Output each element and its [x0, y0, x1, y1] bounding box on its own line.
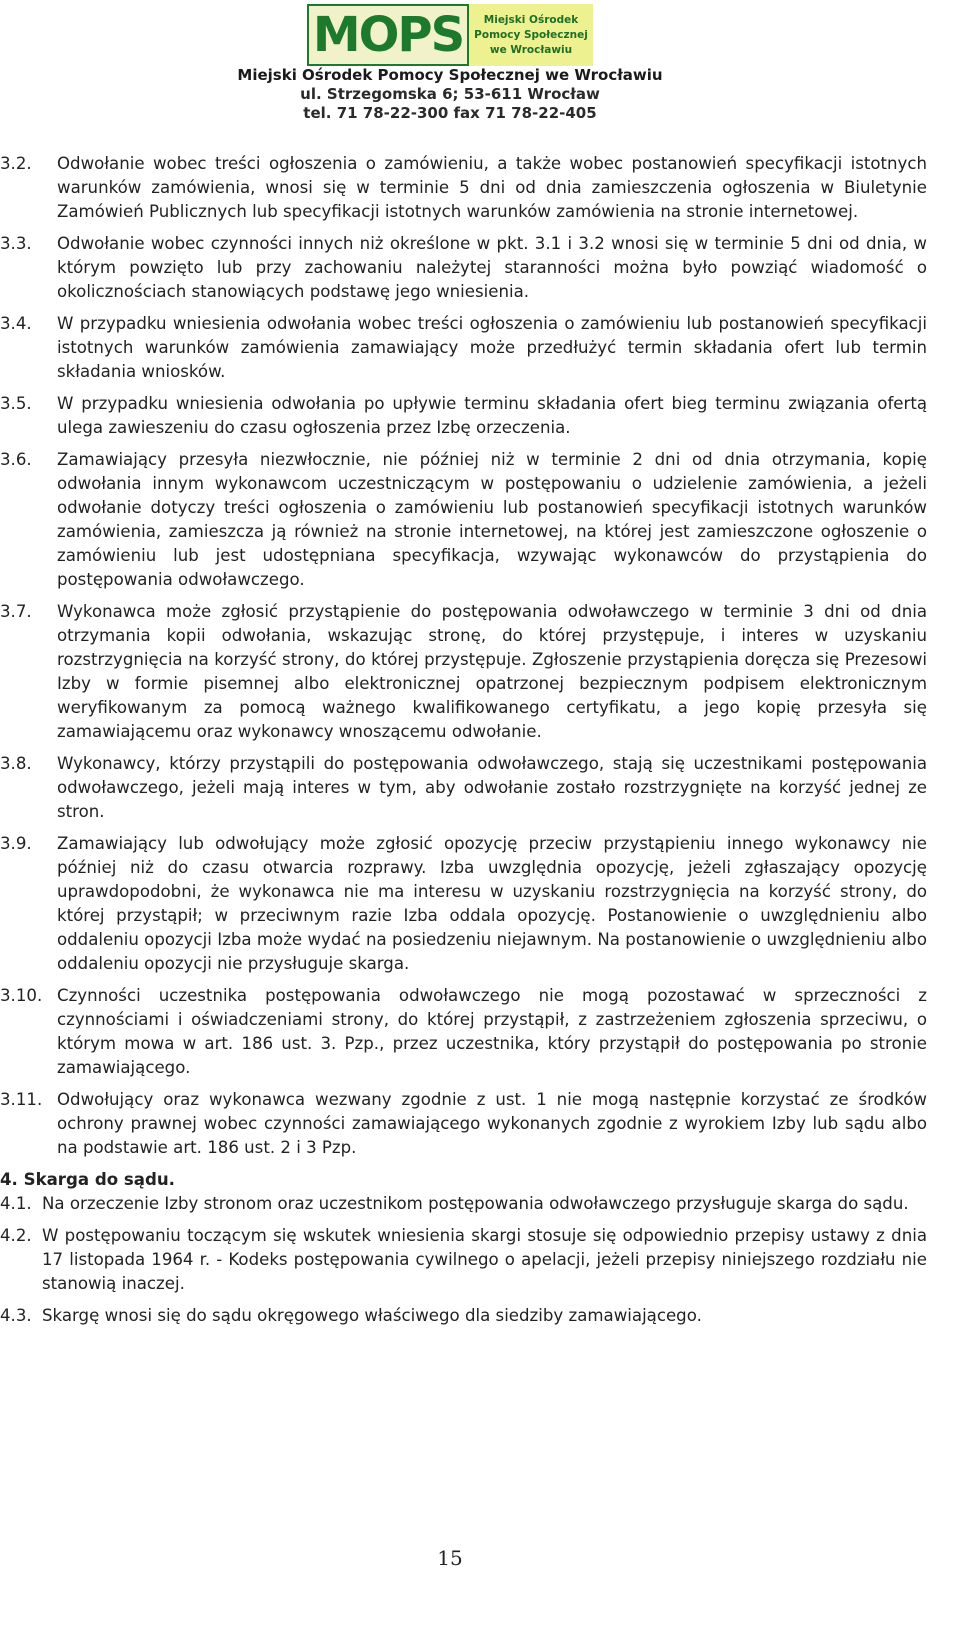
- paragraph-3-10: [0, 984, 927, 1080]
- paragraph-number: 3.10.: [0, 986, 43, 1005]
- paragraph-number: 3.6.: [0, 450, 32, 469]
- paragraph-text: Skargę wnosi się do sądu okręgowego właściwego dla siedziby zamawiającego.: [42, 1306, 702, 1325]
- paragraph-3-9: [0, 832, 927, 976]
- logo-line-3: we Wrocławiu: [489, 43, 573, 56]
- page-header: [0, 4, 900, 123]
- paragraph-number: 4.1.: [0, 1194, 32, 1213]
- paragraph-3-6: [0, 448, 927, 592]
- paragraph-number: 4.3.: [0, 1306, 32, 1325]
- logo-line-2: Pomocy Społecznej: [474, 28, 588, 41]
- mops-logo: [307, 4, 593, 66]
- paragraph-3-4: [0, 312, 927, 384]
- institution-phone: tel. 71 78-22-300 fax 71 78-22-405: [303, 104, 597, 122]
- paragraph-text: Odwołanie wobec treści ogłoszenia o zamówieniu, a także wobec postanowień specyfikacji istotnych warunków zamówienia, wnosi się w terminie 5 dni od dnia zamieszczenia ogłoszenia w Biuletynie Zamówień Publicznych lub specyfikacji istotnych warunków zamówienia na stronie internetowej.: [57, 154, 927, 221]
- paragraph-3-2: [0, 152, 927, 224]
- paragraph-3-5: [0, 392, 927, 440]
- paragraph-text: Zamawiający lub odwołujący może zgłosić opozycję przeciw przystąpieniu innego wykonawcy nie później niż do czasu otwarcia rozprawy. Izba uwzględnia opozycję, jeżeli zgłaszający opozycję uprawdopodobni, że wykonawca nie ma interesu w uzyskaniu rozstrzygnięcia na korzyść strony, do której przystąpił; w przeciwnym razie Izba oddala opozycję. Postanowienie o uwzględnieniu albo oddaleniu opozycji Izba może wydać na posiedzeniu niejawnym. Na postanowienie o uwzględnieniu albo oddaleniu opozycji nie przysługuje skarga.: [57, 834, 927, 973]
- paragraph-4-3: [0, 1304, 927, 1328]
- paragraph-number: 3.5.: [0, 394, 32, 413]
- paragraph-3-7: [0, 600, 927, 744]
- paragraph-number: 3.9.: [0, 834, 32, 853]
- paragraph-number: 3.4.: [0, 314, 32, 333]
- paragraph-number: 3.11.: [0, 1090, 43, 1109]
- paragraph-text: Odwołujący oraz wykonawca wezwany zgodnie z ust. 1 nie mogą następnie korzystać ze środków ochrony prawnej wobec czynności zamawiającego wykonanych zgodnie z wyrokiem Izby lub sądu albo na podstawie art. 186 ust. 2 i 3 Pzp.: [57, 1090, 927, 1157]
- logo-mark: MOPS: [307, 4, 469, 66]
- paragraph-number: 3.8.: [0, 754, 32, 773]
- paragraph-text: W przypadku wniesienia odwołania wobec treści ogłoszenia o zamówieniu lub postanowień specyfikacji istotnych warunków zamówienia zamawiający może przedłużyć termin składania ofert lub termin składania wniosków.: [57, 314, 927, 381]
- document-body: [0, 152, 927, 1336]
- paragraph-number: 3.7.: [0, 602, 32, 621]
- paragraph-number: 4.2.: [0, 1226, 32, 1245]
- paragraph-3-3: [0, 232, 927, 304]
- paragraph-text: Wykonawca może zgłosić przystąpienie do postępowania odwoławczego w terminie 3 dni od dnia otrzymania kopii odwołania, wskazując stronę, do której przystępuje, i interes w uzyskaniu rozstrzygnięcia na korzyść strony, do której przystępuje. Zgłoszenie przystąpienia doręcza się Prezesowi Izby w formie pisemnej albo elektronicznej opatrzonej bezpiecznym podpisem elektronicznym weryfikowanym za pomocą ważnego kwalifikowanego certyfikatu, a jego kopię przesyła się zamawiającemu oraz wykonawcy wnoszącemu odwołanie.: [57, 602, 927, 741]
- institution-name: Miejski Ośrodek Pomocy Społecznej we Wrocławiu: [237, 66, 663, 84]
- paragraph-text: Na orzeczenie Izby stronom oraz uczestnikom postępowania odwoławczego przysługuje skarga do sądu.: [42, 1194, 909, 1213]
- paragraph-number: 3.3.: [0, 234, 32, 253]
- page-number: 15: [437, 1546, 463, 1570]
- paragraph-4-2: [0, 1224, 927, 1296]
- institution-address: ul. Strzegomska 6; 53-611 Wrocław: [300, 85, 600, 103]
- paragraph-text: Zamawiający przesyła niezwłocznie, nie później niż w terminie 2 dni od dnia otrzymania, kopię odwołania innym wykonawcom uczestniczącym w postępowaniu o udzielenie zamówienia, a jeżeli odwołanie dotyczy treści ogłoszenia o zamówieniu lub postanowień specyfikacji istotnych warunków zamówienia, zamieszcza ją również na stronie internetowej, na której jest zamieszczone ogłoszenie o zamówieniu lub jest udostępniana specyfikacja, wzywając wykonawców do przystąpienia do postępowania odwoławczego.: [57, 450, 927, 589]
- section-heading: 4. Skarga do sądu.: [0, 1170, 175, 1189]
- paragraph-4-1: [0, 1192, 927, 1216]
- paragraph-text: Odwołanie wobec czynności innych niż określone w pkt. 3.1 i 3.2 wnosi się w terminie 5 dni od dnia, w którym powzięto lub przy zachowaniu należytej staranności można było powziąć wiadomość o okolicznościach stanowiących podstawę jego wniesienia.: [57, 234, 927, 301]
- paragraph-number: 3.2.: [0, 154, 32, 173]
- paragraph-text: Czynności uczestnika postępowania odwoławczego nie mogą pozostawać w sprzeczności z czynnościami i oświadczeniami strony, do której przystąpił, z zastrzeżeniem zgłoszenia sprzeciwu, o którym mowa w art. 186 ust. 3. Pzp., przez uczestnika, który przystąpił do postępowania po stronie zamawiającego.: [57, 986, 927, 1077]
- paragraph-text: Wykonawcy, którzy przystąpili do postępowania odwoławczego, stają się uczestnikami postępowania odwoławczego, jeżeli mają interes w tym, aby odwołanie zostało rozstrzygnięte na korzyść jednej ze stron.: [57, 754, 927, 821]
- logo-line-1: Miejski Ośrodek: [483, 13, 579, 26]
- logo-text: [469, 4, 593, 66]
- paragraph-3-11: [0, 1088, 927, 1160]
- paragraph-3-8: [0, 752, 927, 824]
- paragraph-text: W postępowaniu toczącym się wskutek wniesienia skargi stosuje się odpowiednio przepisy ustawy z dnia 17 listopada 1964 r. - Kodeks postępowania cywilnego o apelacji, jeżeli przepisy niniejszego rozdziału nie stanowią inaczej.: [42, 1226, 927, 1293]
- paragraph-text: W przypadku wniesienia odwołania po upływie terminu składania ofert bieg terminu związania ofertą ulega zawieszeniu do czasu ogłoszenia przez Izbę orzeczenia.: [57, 394, 927, 437]
